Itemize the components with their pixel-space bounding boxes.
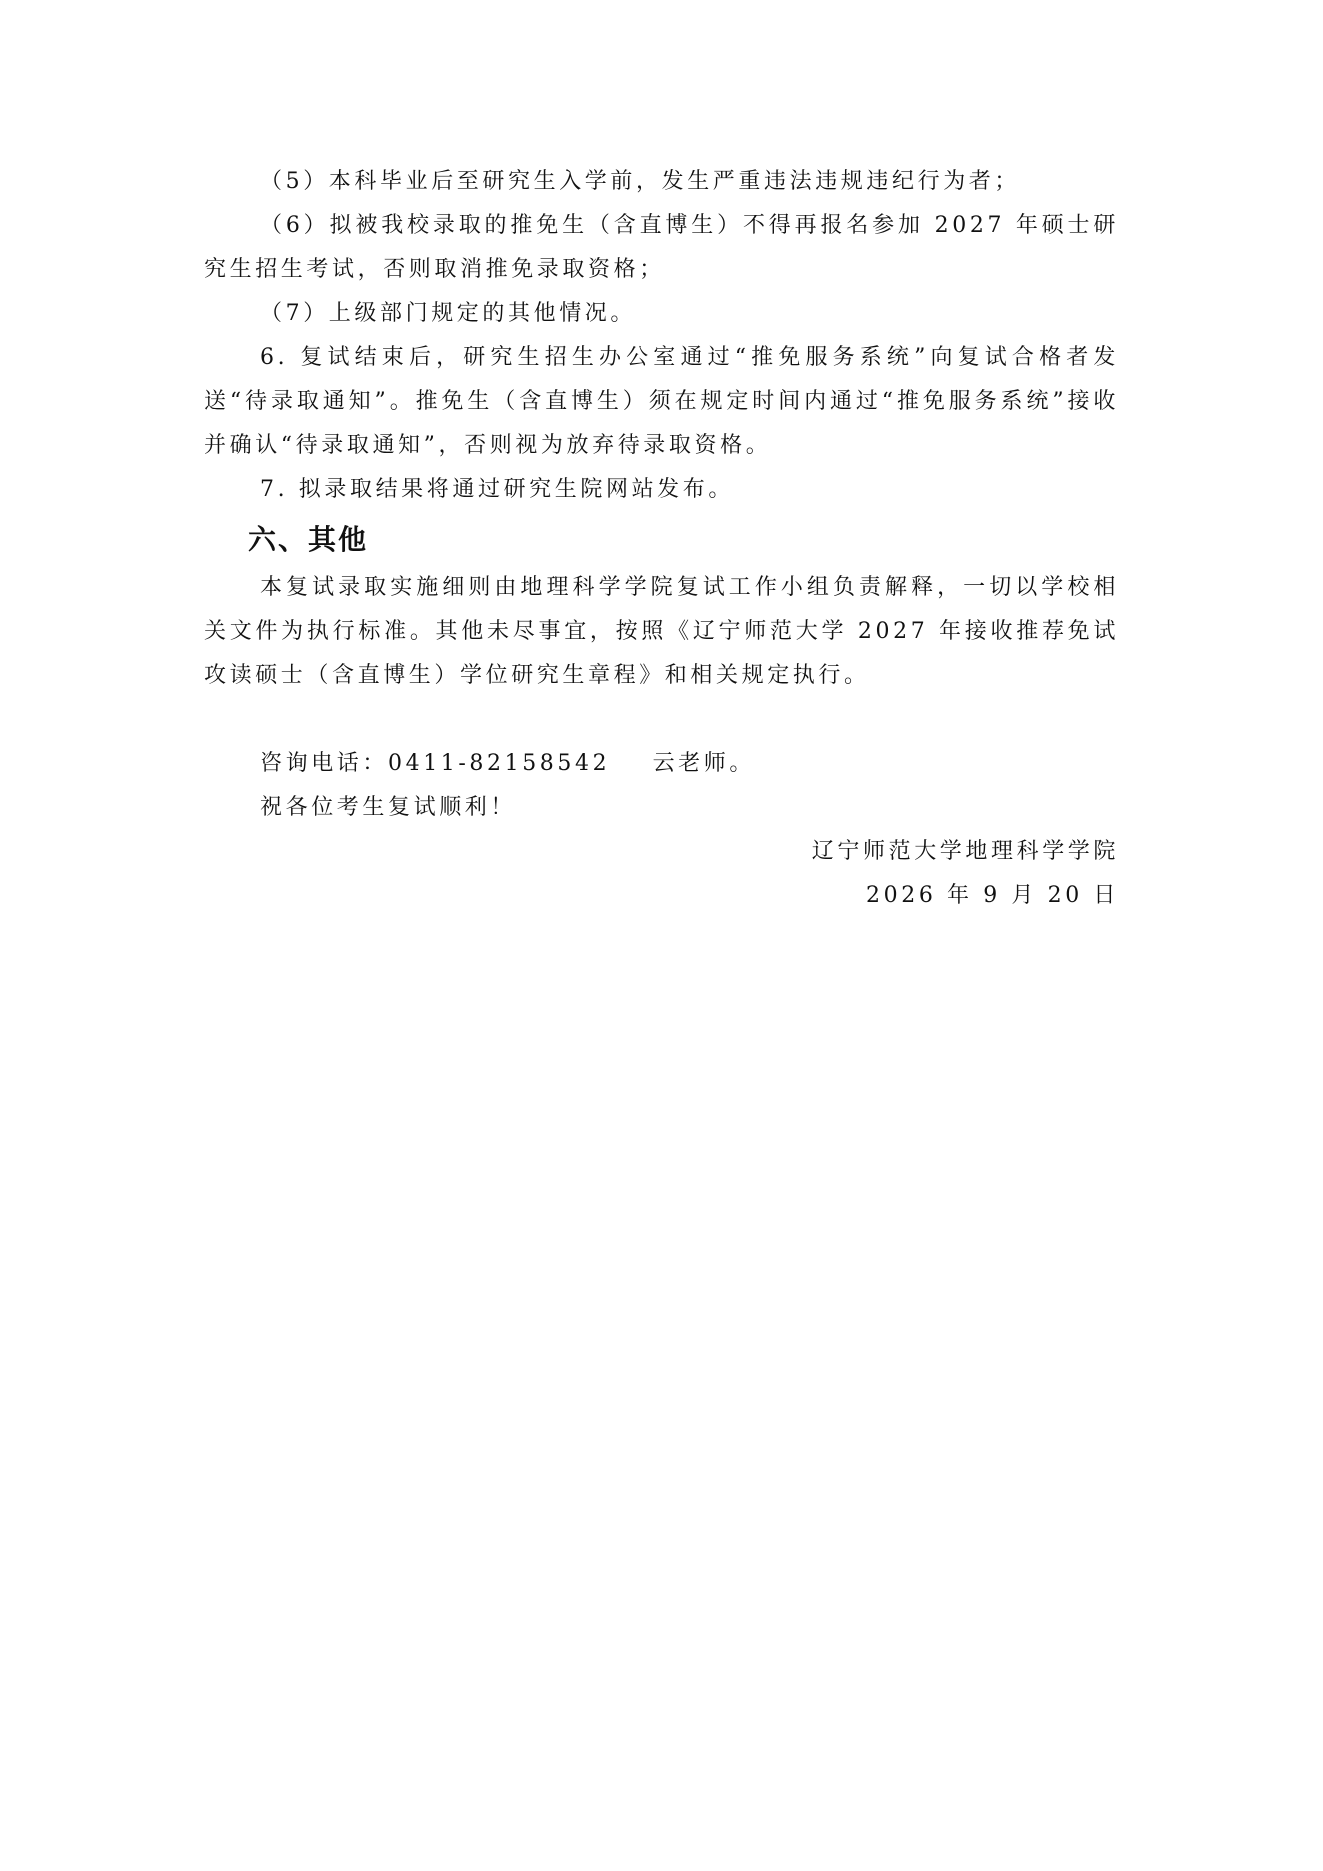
- section-heading-other: 六、其他: [248, 523, 369, 556]
- contact-phone-line: 咨询电话：0411-82158542 云老师。: [260, 751, 755, 776]
- item-7-paragraph: 7. 拟录取结果将通过研究生院网站发布。: [260, 477, 734, 502]
- clause-5: （5）本科毕业后至研究生入学前，发生严重违法违规违纪行为者；: [260, 169, 1020, 194]
- signature-date: 2026 年 9 月 20 日: [866, 883, 1119, 908]
- closing-wish: 祝各位考生复试顺利！: [260, 795, 517, 820]
- item-6-paragraph: 6. 复试结束后，研究生招生办公室通过“推免服务系统”向复试合格者发送“待录取通知”。推免生（含直博生）须在规定时间内通过“推免服务系统”接收并确认“待录取通知”，否则视为放弃待录取资格。: [204, 345, 1119, 458]
- blank-line: [204, 698, 1119, 742]
- document-body: [204, 160, 1119, 918]
- signature-organization: 辽宁师范大学地理科学学院: [811, 839, 1119, 864]
- clause-7: （7）上级部门规定的其他情况。: [260, 301, 636, 326]
- section-other-paragraph: 本复试录取实施细则由地理科学学院复试工作小组负责解释，一切以学校相关文件为执行标准。其他未尽事宜，按照《辽宁师范大学 2027 年接收推荐免试攻读硕士（含直博生）学位研究生章程》和相关规定执行。: [204, 575, 1119, 688]
- clause-6: （6）拟被我校录取的推免生（含直博生）不得再报名参加 2027 年硕士研究生招生考试，否则取消推免录取资格；: [204, 213, 1119, 282]
